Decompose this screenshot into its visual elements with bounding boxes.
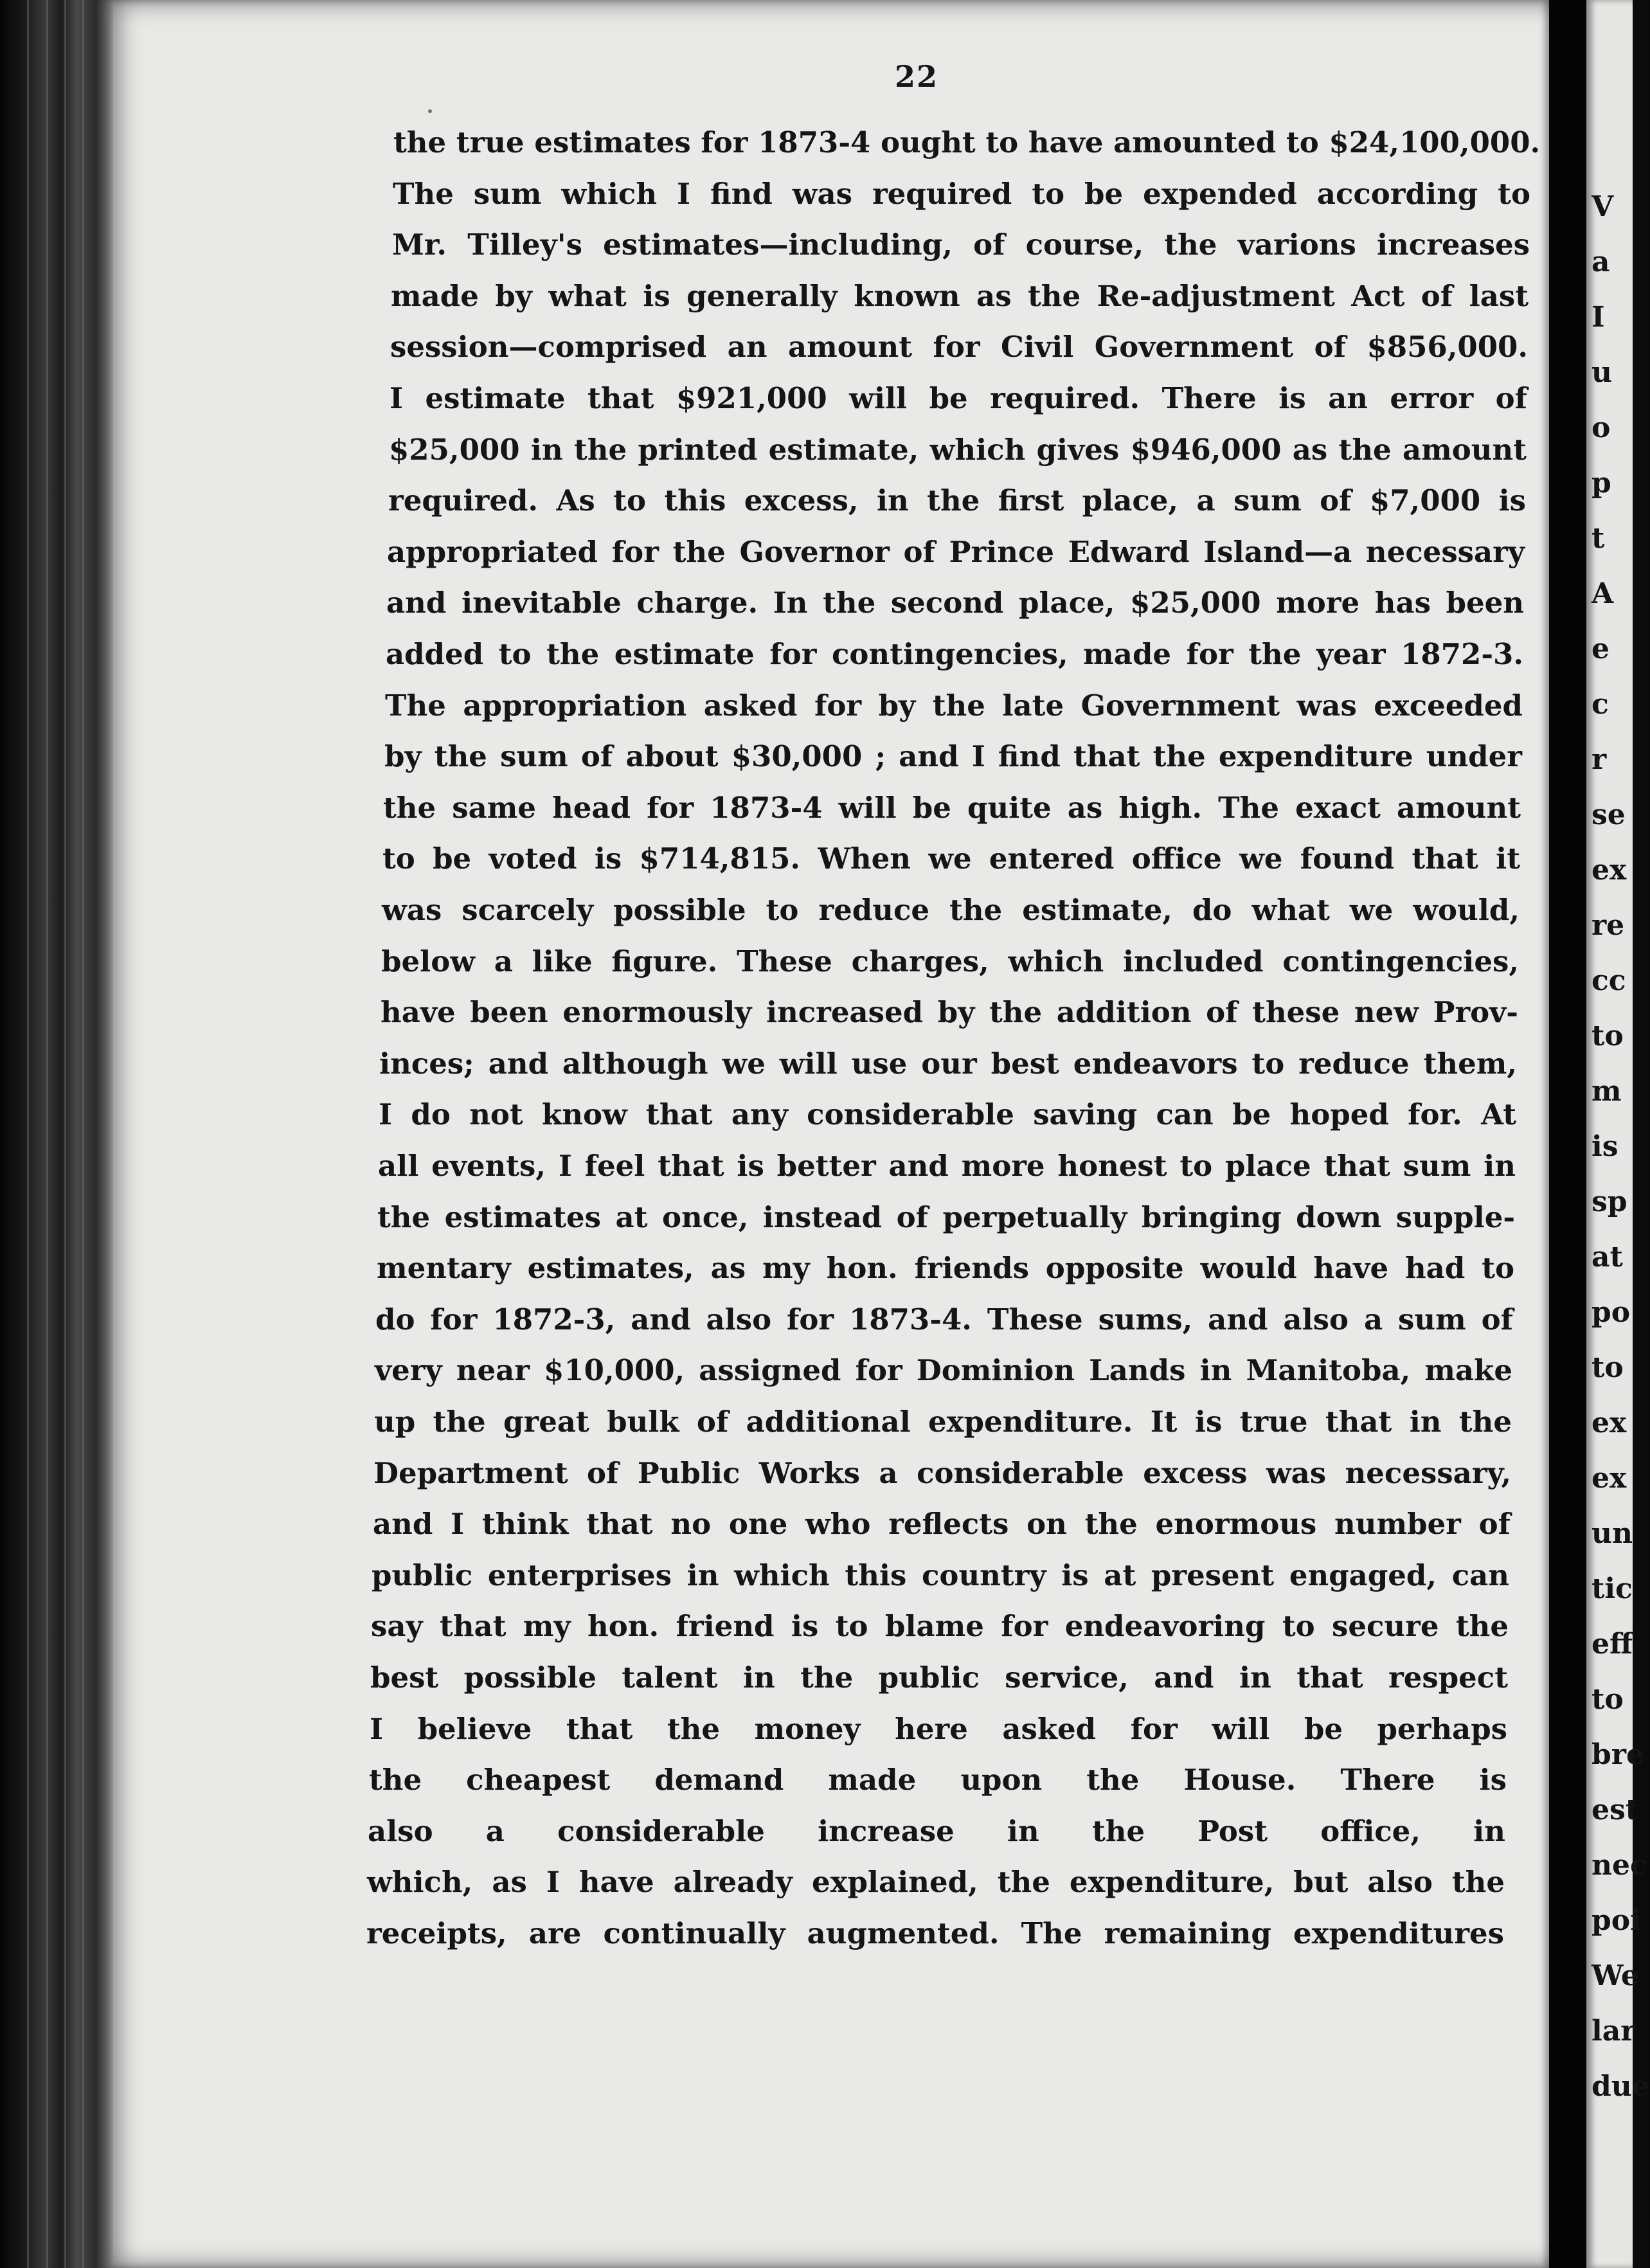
text-line: session—comprised an amount for Civil Government of $856,000. xyxy=(390,330,1528,364)
neighbor-text-fragment: eff xyxy=(1592,1628,1633,1661)
page-edge-shadow xyxy=(96,0,113,2268)
text-line: have been enormously increased by the addition of these new Prov- xyxy=(381,995,1518,1029)
text-line: $25,000 in the printed estimate, which gives $946,000 as the amount xyxy=(389,433,1527,467)
text-line: required. As to this excess, in the first place, a sum of $7,000 is xyxy=(388,483,1526,518)
neighbor-text-fragment: o xyxy=(1592,411,1611,444)
neighbor-text-fragment: un xyxy=(1592,1517,1633,1550)
neighbor-text-fragment: se xyxy=(1592,798,1626,831)
text-line: I estimate that $921,000 will be required. There is an error of xyxy=(390,381,1527,415)
text-line: made by what is generally known as the Re-adjustment Act of last xyxy=(391,279,1529,313)
neighbor-text-fragment: re xyxy=(1592,909,1625,942)
text-line: Department of Public Works a considerable excess was necessary, xyxy=(373,1456,1511,1490)
neighbor-text-fragment: a xyxy=(1592,246,1610,278)
text-line: the cheapest demand made upon the House. There is xyxy=(369,1763,1507,1797)
text-line: I believe that the money here asked for will be perhaps xyxy=(370,1712,1507,1746)
neighbor-text-fragment: nec xyxy=(1592,1849,1647,1882)
text-line: The sum which I find was required to be expended according to xyxy=(393,177,1530,211)
text-line: to be voted is $714,815. When we entered office we found that it xyxy=(382,842,1520,876)
neighbor-text-fragment: c xyxy=(1592,688,1609,721)
text-line: and inevitable charge. In the second place, $25,000 more has been xyxy=(386,586,1524,620)
neighbor-text-fragment: tic xyxy=(1592,1572,1633,1605)
neighbor-text-fragment: V xyxy=(1592,190,1614,223)
text-line: by the sum of about $30,000 ; and I find that the expenditure under xyxy=(384,739,1522,773)
page-separator xyxy=(1549,0,1586,2268)
neighbor-text-fragment: to xyxy=(1592,1020,1624,1052)
text-line: public enterprises in which this country is at present engaged, can xyxy=(372,1558,1509,1592)
neighbor-text-fragment: t xyxy=(1592,522,1605,555)
neighbor-text-fragment: lar xyxy=(1592,2015,1636,2048)
neighbor-text-fragment: r xyxy=(1592,743,1607,776)
neighbor-text-fragment: est xyxy=(1592,1794,1639,1826)
neighbor-text-fragment: ex xyxy=(1592,1462,1627,1495)
text-line: mentary estimates, as my hon. friends opposite would have had to xyxy=(377,1251,1514,1285)
neighbor-text-fragment: We xyxy=(1592,1959,1639,1992)
text-line: I do not know that any considerable saving can be hoped for. At xyxy=(379,1097,1516,1131)
neighbor-text-fragment: is xyxy=(1592,1130,1619,1163)
neighbor-text-fragment: due xyxy=(1592,2070,1650,2103)
text-line: and I think that no one who reflects on the enormous number of xyxy=(373,1507,1511,1541)
neighbor-text-fragment: at xyxy=(1592,1241,1623,1274)
text-line: the same head for 1873-4 will be quite as high. The exact amount xyxy=(383,791,1521,825)
text-line: Mr. Tilley's estimates—including, of course, the varions increases xyxy=(392,228,1530,262)
text-line: best possible talent in the public service, and in that respect xyxy=(370,1661,1508,1695)
neighbor-text-fragment: A xyxy=(1592,577,1614,610)
neighbor-text-fragment: po xyxy=(1592,1296,1631,1329)
text-line: appropriated for the Governor of Prince Edward Island—a necessary xyxy=(387,535,1525,569)
text-line: which, as I have already explained, the expenditure, but also the xyxy=(367,1865,1505,1899)
neighbor-text-fragment: u xyxy=(1592,356,1612,389)
neighbor-text-fragment: e xyxy=(1592,633,1610,665)
text-line: say that my hon. friend is to blame for endeavoring to secure the xyxy=(371,1609,1509,1643)
neighbor-text-fragment: ex xyxy=(1592,854,1627,887)
text-line: very near $10,000, assigned for Dominion Lands in Manitoba, make xyxy=(375,1353,1512,1387)
page-speck xyxy=(428,109,432,113)
text-line: below a like figure. These charges, which included contingencies, xyxy=(381,944,1519,978)
neighbor-page-strip xyxy=(1586,0,1650,2268)
neighbor-text-fragment: p xyxy=(1592,467,1611,500)
text-line: The appropriation asked for by the late Government was exceeded xyxy=(385,688,1523,723)
neighbor-text-fragment: I xyxy=(1592,301,1605,334)
text-line: the estimates at once, instead of perpetually bringing down supple- xyxy=(377,1200,1515,1234)
text-line: the true estimates for 1873-4 ought to have amounted to $24,100,000. xyxy=(393,125,1541,159)
text-line: added to the estimate for contingencies, made for the year 1872-3. xyxy=(386,637,1523,671)
text-line: do for 1872-3, and also for 1873-4. These sums, and also a sum of xyxy=(375,1302,1513,1336)
text-line: all events, I feel that is better and more honest to place that sum in xyxy=(378,1149,1516,1183)
binding-gutter xyxy=(0,0,96,2268)
text-line: was scarcely possible to reduce the estimate, do what we would, xyxy=(382,893,1520,927)
neighbor-text-fragment: to xyxy=(1592,1351,1624,1384)
neighbor-text-fragment: sp xyxy=(1592,1185,1628,1218)
neighbor-text-fragment: cc xyxy=(1592,964,1626,997)
neighbor-text-fragment: poi xyxy=(1592,1904,1641,1937)
text-line: inces; and although we will use our best endeavors to reduce them, xyxy=(379,1047,1517,1081)
text-line: also a considerable increase in the Post office, in xyxy=(368,1814,1505,1848)
text-line: up the great bulk of additional expenditure. It is true that in the xyxy=(374,1405,1512,1439)
neighbor-text-fragment: m xyxy=(1592,1075,1622,1108)
page-number: 22 xyxy=(895,59,939,94)
neighbor-text-fragment: ex xyxy=(1592,1407,1627,1439)
neighbor-text-fragment: bre xyxy=(1592,1738,1644,1771)
text-line: receipts, are continually augmented. The remaining expenditures xyxy=(366,1916,1504,1950)
neighbor-text-fragment: to xyxy=(1592,1683,1624,1716)
